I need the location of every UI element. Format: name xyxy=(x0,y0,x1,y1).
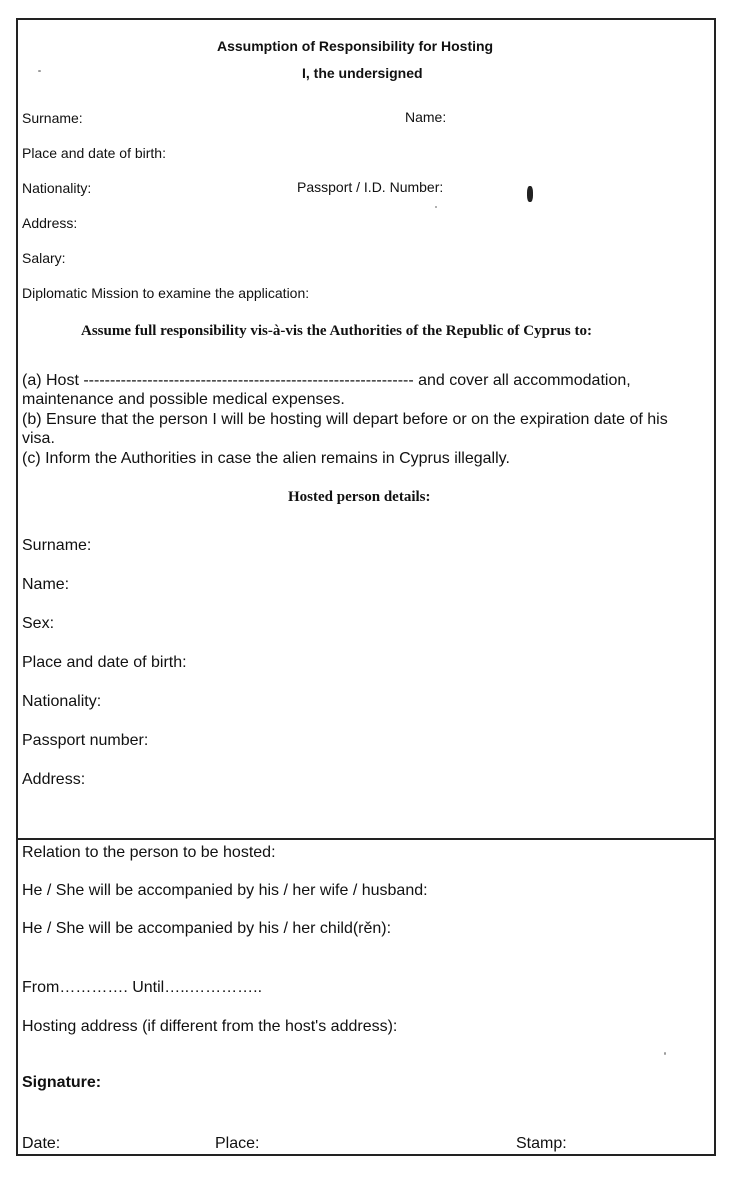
stamp-label: Stamp: xyxy=(516,1135,567,1152)
hosted-surname-label: Surname: xyxy=(22,537,92,554)
host-address-label: Address: xyxy=(22,215,78,231)
signature-label: Signature: xyxy=(22,1074,102,1091)
children-label: He / She will be accompanied by his / her child(rěn): xyxy=(22,920,392,937)
spouse-label: He / She will be accompanied by his / her wife / husband: xyxy=(22,882,428,899)
from-until-label: From…………. Until…..………….. xyxy=(22,979,263,996)
hosted-name-label: Name: xyxy=(22,576,70,593)
place-label: Place: xyxy=(215,1135,260,1152)
hosted-heading: Hosted person details: xyxy=(288,489,431,505)
scan-speck xyxy=(435,206,437,208)
clause-a-line1: (a) Host -------------------------------------------------------------- and cover all accommodation, xyxy=(22,372,631,389)
scan-speck xyxy=(664,1052,666,1055)
scan-speck xyxy=(38,70,41,72)
relation-label: Relation to the person to be hosted: xyxy=(22,844,276,861)
host-passport-label: Passport / I.D. Number: xyxy=(297,179,444,195)
host-salary-label: Salary: xyxy=(22,250,66,266)
host-birth-label: Place and date of birth: xyxy=(22,145,166,161)
host-name-label: Name: xyxy=(405,109,447,125)
form-subtitle: I, the undersigned xyxy=(302,65,423,81)
hosting-address-label: Hosting address (if different from the host's address): xyxy=(22,1018,398,1035)
host-nationality-label: Nationality: xyxy=(22,180,92,196)
clause-c-line: (c) Inform the Authorities in case the alien remains in Cyprus illegally. xyxy=(22,450,510,467)
hosted-address-label: Address: xyxy=(22,771,86,788)
responsibility-heading: Assume full responsibility vis-à-vis the Authorities of the Republic of Cyprus to: xyxy=(81,323,592,339)
host-surname-label: Surname: xyxy=(22,110,83,126)
hosted-birth-label: Place and date of birth: xyxy=(22,654,187,671)
hosted-sex-label: Sex: xyxy=(22,615,55,632)
clause-a-line2: maintenance and possible medical expenses. xyxy=(22,391,345,408)
clause-b-line2: visa. xyxy=(22,430,55,447)
clause-b-line1: (b) Ensure that the person I will be hosting will depart before or on the expiration date of his xyxy=(22,411,668,428)
hosted-passport-label: Passport number: xyxy=(22,732,149,749)
section-divider xyxy=(16,838,716,840)
hosted-nationality-label: Nationality: xyxy=(22,693,102,710)
scan-speck xyxy=(527,186,533,202)
mission-label: Diplomatic Mission to examine the application: xyxy=(22,285,310,301)
form-title: Assumption of Responsibility for Hosting xyxy=(217,38,494,54)
date-label: Date: xyxy=(22,1135,61,1152)
